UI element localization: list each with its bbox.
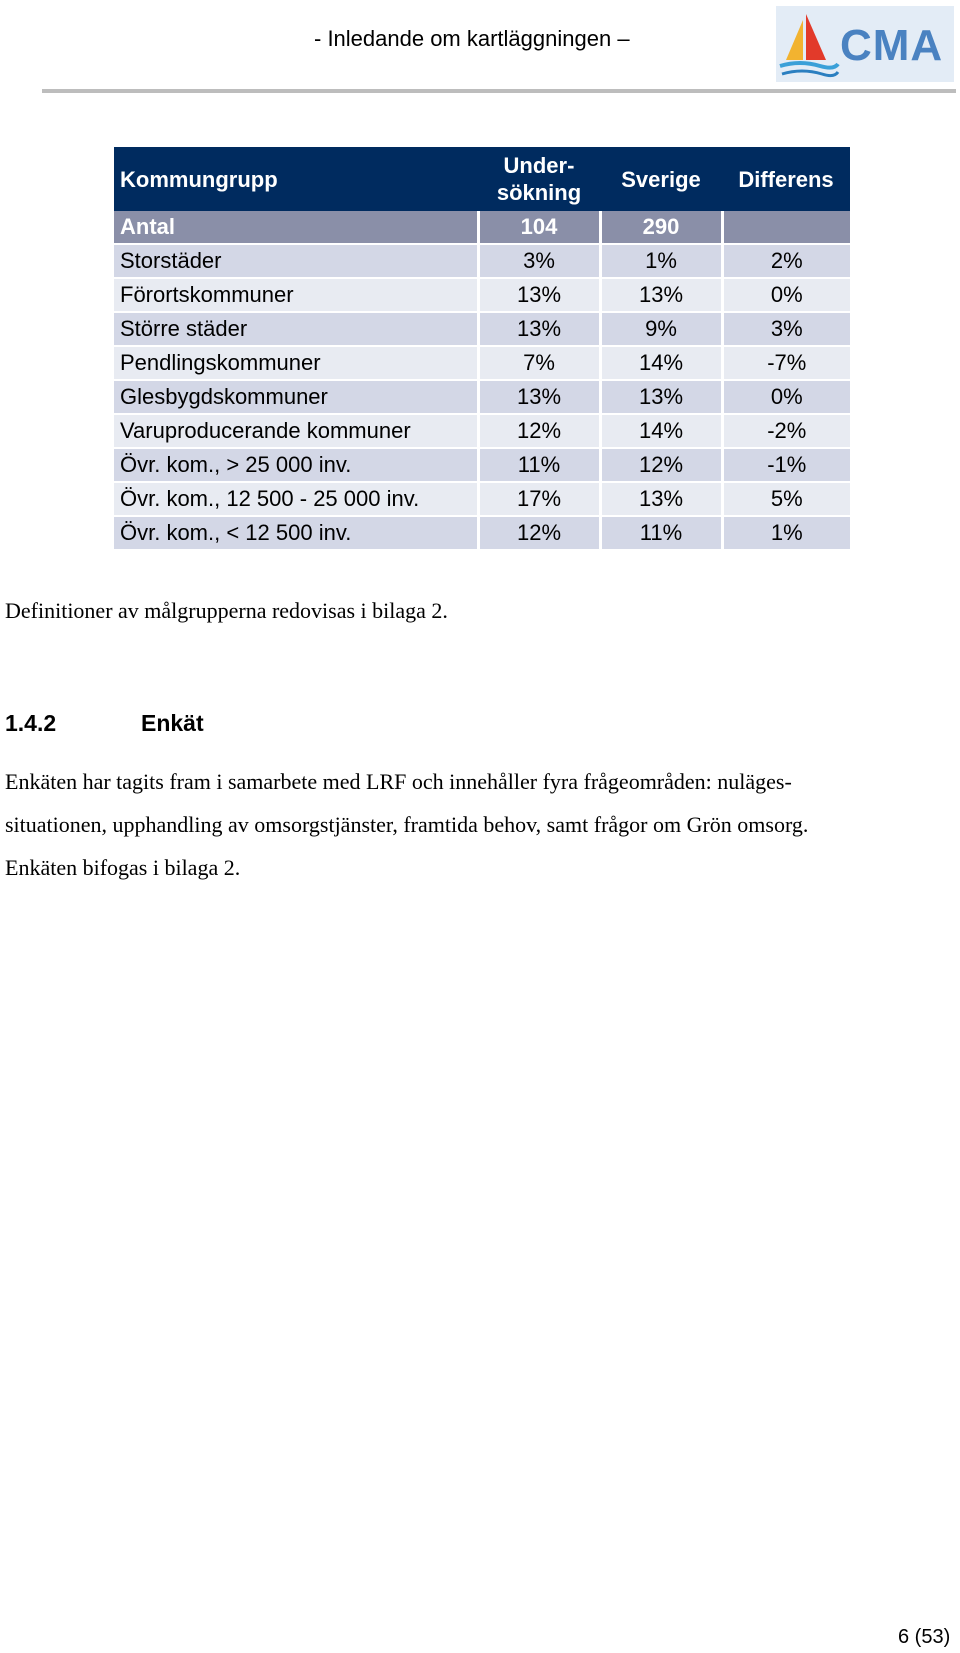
table-row — [114, 278, 850, 312]
row-label: Pendlingskommuner — [114, 346, 478, 380]
page-number: 6 (53) — [898, 1626, 951, 1648]
table-cell: -2% — [722, 414, 850, 448]
table-row — [114, 448, 850, 482]
page-header — [0, 0, 960, 96]
row-label: Förortskommuner — [114, 278, 478, 312]
table-cell: 13% — [478, 380, 600, 414]
table-row — [114, 482, 850, 516]
column-header-text: Under- sökning — [496, 153, 582, 205]
table-cell: 12% — [478, 414, 600, 448]
table-row — [114, 244, 850, 278]
table-cell: 12% — [600, 448, 722, 482]
table-cell — [722, 211, 850, 244]
table-cell: 0% — [722, 380, 850, 414]
column-header — [478, 147, 600, 211]
table-row-antal — [114, 211, 850, 244]
table-cell: 11% — [478, 448, 600, 482]
row-label: Övr. kom., 12 500 - 25 000 inv. — [114, 482, 478, 516]
table-row — [114, 516, 850, 550]
table-cell: 13% — [600, 380, 722, 414]
table-cell: 3% — [478, 244, 600, 278]
table-cell: 290 — [600, 211, 722, 244]
table-cell: 17% — [478, 482, 600, 516]
row-label: Glesbygdskommuner — [114, 380, 478, 414]
row-label: Storstäder — [114, 244, 478, 278]
table-cell: 13% — [478, 312, 600, 346]
cma-logo — [776, 6, 954, 82]
section-title: Enkät — [141, 710, 204, 736]
table-cell: 7% — [478, 346, 600, 380]
row-label: Övr. kom., > 25 000 inv. — [114, 448, 478, 482]
kommungrupp-table — [114, 147, 850, 551]
body-paragraph — [5, 760, 955, 889]
table-header-row — [114, 147, 850, 211]
table-cell: 14% — [600, 346, 722, 380]
header-divider — [42, 89, 956, 93]
row-label: Varuproducerande kommuner — [114, 414, 478, 448]
table-cell: 13% — [600, 278, 722, 312]
table-cell: -7% — [722, 346, 850, 380]
table-row — [114, 414, 850, 448]
table-cell: 1% — [600, 244, 722, 278]
column-header: Differens — [722, 147, 850, 211]
logo-text: CMA — [840, 21, 944, 70]
column-header: Sverige — [600, 147, 722, 211]
column-header: Kommungrupp — [114, 147, 478, 211]
section-heading — [5, 710, 204, 737]
table-cell: 1% — [722, 516, 850, 550]
body-line: Enkäten har tagits fram i samarbete med LRF och innehåller fyra frågeområden: nuläges- — [5, 769, 792, 794]
table-row — [114, 380, 850, 414]
table-cell: 0% — [722, 278, 850, 312]
table-cell: 12% — [478, 516, 600, 550]
section-number: 1.4.2 — [5, 710, 57, 736]
body-line: Enkäten bifogas i bilaga 2. — [5, 855, 241, 880]
table-cell: 14% — [600, 414, 722, 448]
table-cell: 2% — [722, 244, 850, 278]
table-cell: 3% — [722, 312, 850, 346]
row-label: Större städer — [114, 312, 478, 346]
row-label: Antal — [114, 211, 478, 244]
table-cell: -1% — [722, 448, 850, 482]
table-cell: 11% — [600, 516, 722, 550]
table-cell: 5% — [722, 482, 850, 516]
table-row — [114, 346, 850, 380]
table-cell: 9% — [600, 312, 722, 346]
row-label: Övr. kom., < 12 500 inv. — [114, 516, 478, 550]
table-cell: 13% — [600, 482, 722, 516]
definitions-note: Definitioner av målgrupperna redovisas i bilaga 2. — [5, 598, 448, 623]
header-title: - Inledande om kartläggningen – — [314, 26, 630, 51]
table-cell: 13% — [478, 278, 600, 312]
table-cell: 104 — [478, 211, 600, 244]
table-row — [114, 312, 850, 346]
body-line: situationen, upphandling av omsorgstjänster, framtida behov, samt frågor om Grön omsorg. — [5, 812, 809, 837]
